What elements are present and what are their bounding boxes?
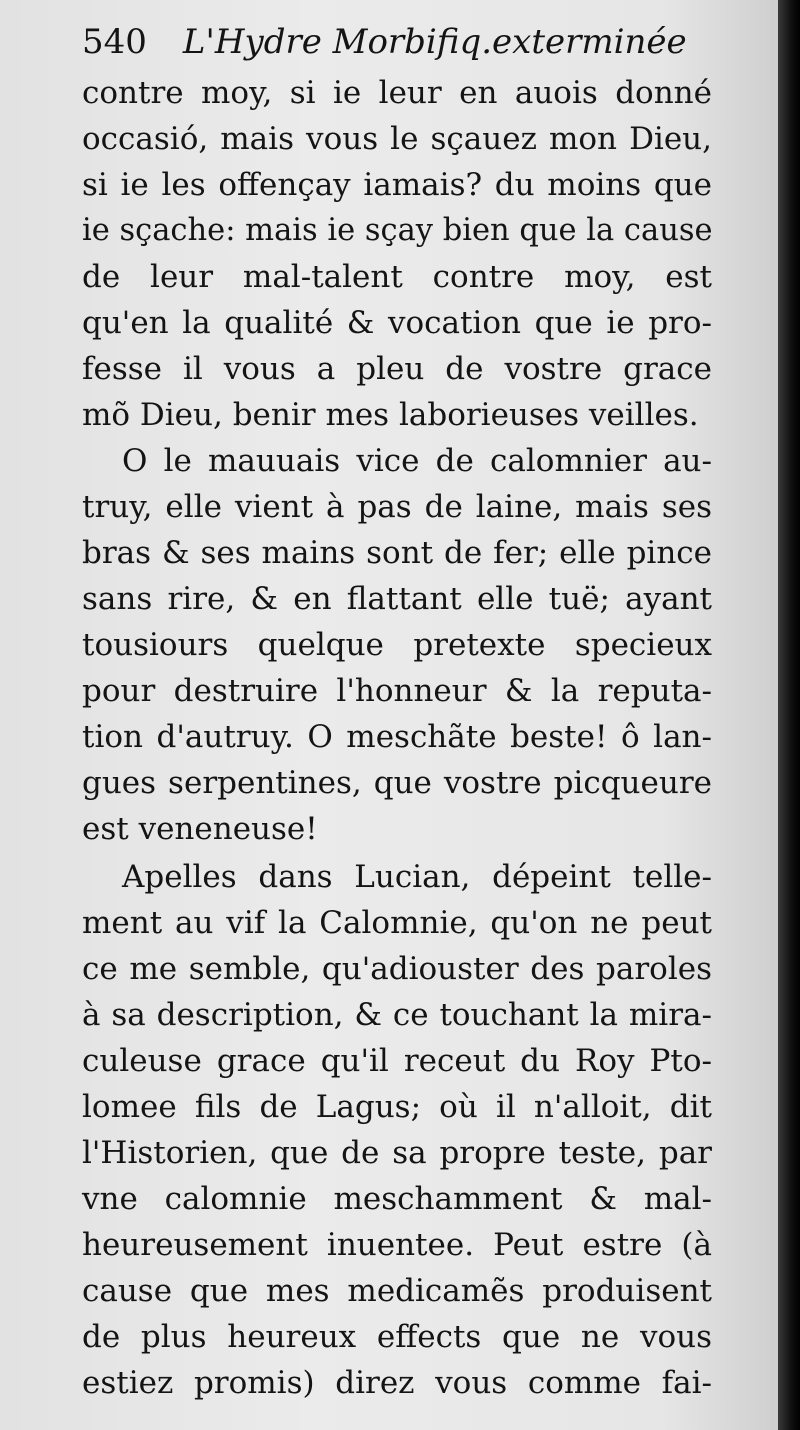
running-title: L'Hydre Morbifiq.exterminée — [182, 22, 687, 62]
text-line: mõ Dieu, benir mes laborieuses veilles. — [82, 397, 699, 433]
text-block — [82, 14, 712, 1406]
text-line: qu'en la qualité & vocation que ie pro- — [82, 305, 712, 341]
text-line: l'Historien, que de sa propre teste, par — [82, 1135, 712, 1171]
text-line: ie sçache: mais ie sçay bien que la cause — [82, 213, 713, 248]
text-line: si ie les offençay iamais? du moins que — [82, 167, 712, 203]
paragraph-3 — [82, 854, 712, 1406]
text-line: ment au vif la Calomnie, qu'on ne peut — [82, 905, 712, 941]
text-line: ce me semble, qu'adiouster des paroles — [82, 951, 712, 987]
running-head — [82, 14, 712, 70]
text-line: culeuse grace qu'il receut du Roy Pto- — [82, 1043, 712, 1079]
text-line: O le mauuais vice de calomnier au- — [122, 443, 712, 479]
text-line: tion d'autruy. O meschãte beste! ô lan- — [82, 719, 712, 755]
text-line: lomee fils de Lagus; où il n'alloit, dit — [82, 1089, 712, 1125]
paragraph-1 — [82, 70, 712, 438]
paragraph-2 — [82, 438, 712, 852]
text-line: heureusement inuentee. Peut estre (à — [82, 1227, 712, 1263]
text-line: bras & ses mains sont de fer; elle pince — [82, 535, 712, 571]
text-line: fesse il vous a pleu de vostre grace — [82, 351, 712, 387]
text-line: Apelles dans Lucian, dépeint telle- — [122, 859, 712, 895]
text-line: gues serpentines, que vostre picqueure — [82, 765, 712, 801]
text-line: vne calomnie meschamment & mal- — [82, 1181, 712, 1217]
text-line: est veneneuse! — [82, 811, 318, 847]
text-line: pour destruire l'honneur & la reputa- — [82, 673, 712, 709]
page-number: 540 — [82, 22, 147, 62]
text-line: de plus heureux effects que ne vous — [82, 1319, 712, 1355]
text-line: occasió, mais vous le sçauez mon Dieu, — [82, 121, 712, 157]
text-line: de leur mal-talent contre moy, est — [82, 259, 712, 295]
text-line: contre moy, si ie leur en auois donné — [82, 75, 712, 111]
text-line: cause que mes medicamẽs produisent — [82, 1273, 712, 1309]
binding-shadow — [778, 0, 800, 1430]
text-line: tousiours quelque pretexte specieux — [82, 627, 712, 663]
text-line: truy, elle vient à pas de laine, mais ses — [82, 489, 712, 525]
text-line: sans rire, & en flattant elle tuë; ayant — [82, 581, 712, 617]
text-line: estiez promis) direz vous comme fai- — [82, 1365, 712, 1401]
text-line: à sa description, & ce touchant la mira- — [82, 997, 712, 1033]
